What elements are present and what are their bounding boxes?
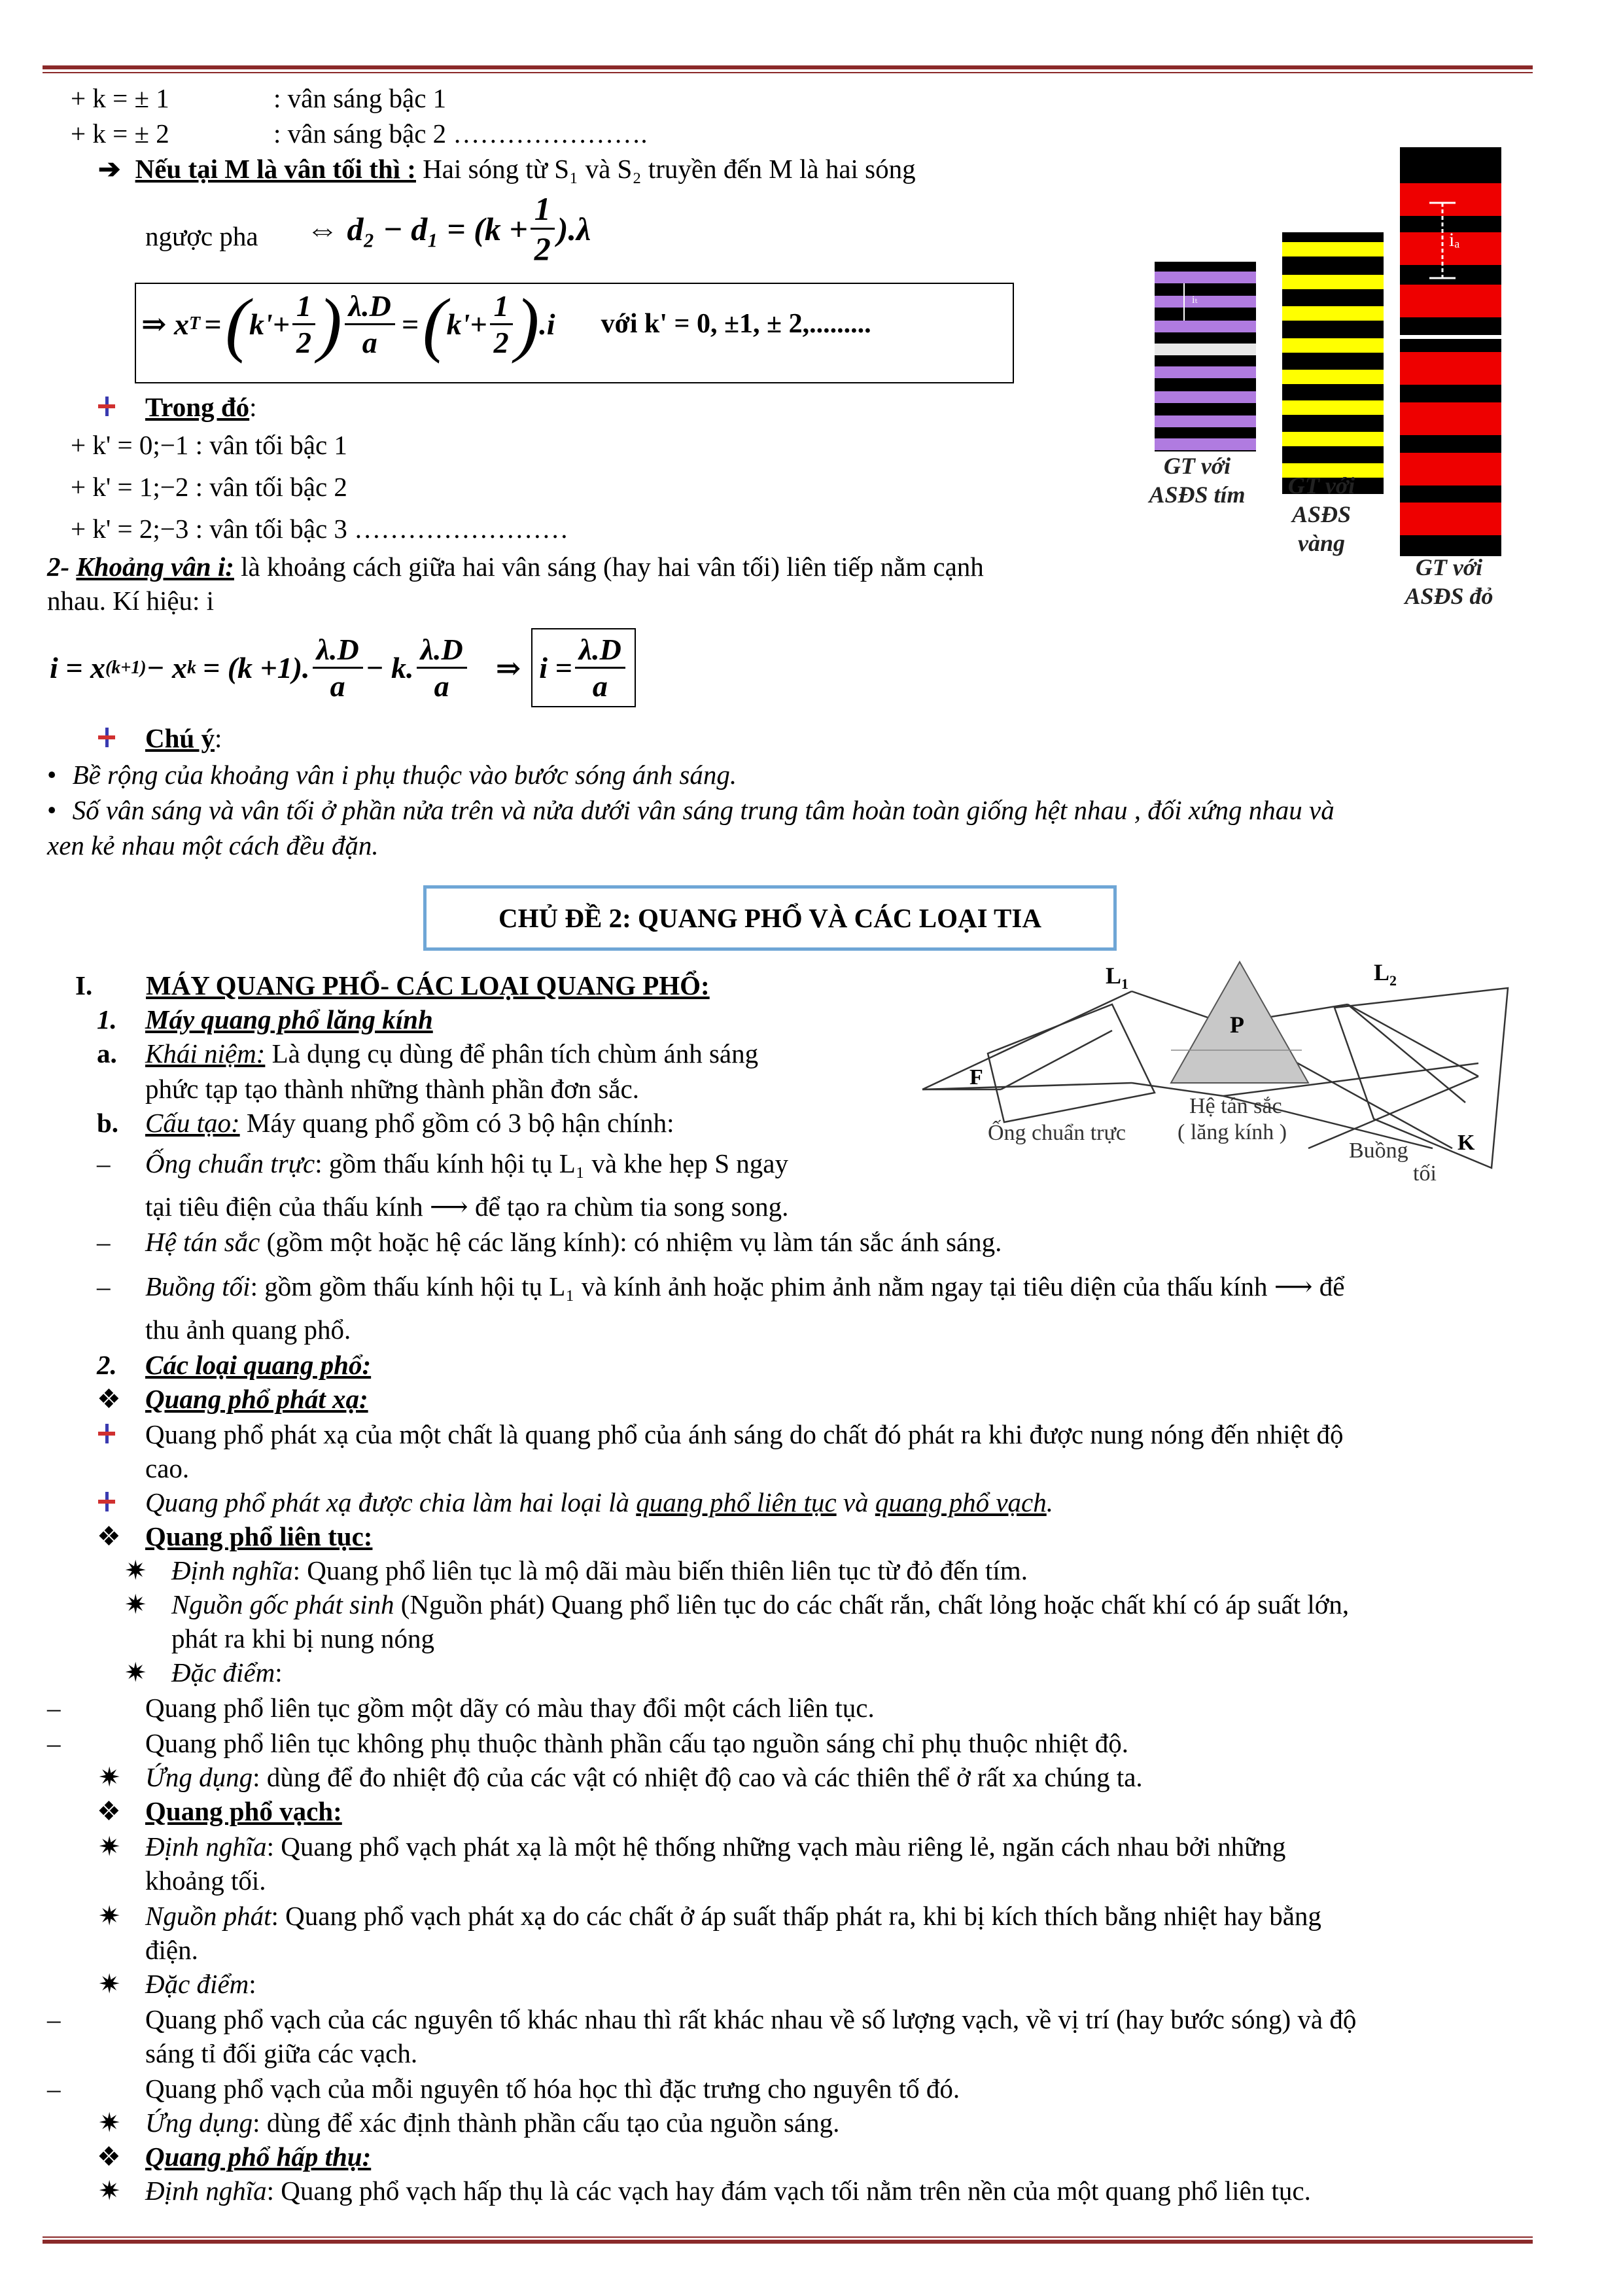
line-features [98, 1967, 256, 2001]
note-text: Chú ý [145, 723, 215, 753]
i-eq-minus-k: − k. [365, 651, 414, 684]
star-bullet-icon: ✷ [98, 1901, 121, 1931]
split-b: quang phổ liên tục [636, 1487, 837, 1517]
concept-line-2: phức tạp tạo thành những thành phần đơn sắc. [145, 1074, 639, 1104]
c3-label: Buồng tối [145, 1271, 251, 1301]
cont-source-2: phát ra khi bị nung nóng [171, 1623, 434, 1653]
line-definition [98, 1829, 1286, 1863]
b-text: Máy quang phổ gồm có 3 bộ hận chính: [239, 1108, 674, 1138]
line-definition-2: khoảng tối. [145, 1865, 266, 1896]
diamond-bullet-icon: ❖ [97, 1796, 121, 1826]
a-2: a [330, 669, 345, 703]
path-difference-eq [306, 190, 591, 268]
c1-label: Ống chuẩn trực [145, 1148, 315, 1178]
c3-text: : gồm gồm thấu kính hội tụ L₁ và kính ảnh hoặc phim ảnh nằm ngay tại tiêu diện của thấu kính ⟶ để [250, 1271, 1345, 1301]
half-num-2: 1 [490, 289, 513, 325]
diamond-bullet-icon: ❖ [97, 1384, 121, 1414]
i-eq-mid: − x [146, 651, 187, 684]
cont-application [98, 1760, 1143, 1794]
roman-numeral: I. [75, 970, 93, 1000]
cont-def: : Quang phổ liên tục là mộ dãi màu biến thiên liên tục từ đỏ đến tím. [292, 1555, 1028, 1585]
dark-position-eq: ⇒ x T = ( k'+ $\frac{1}{2}$ ) $\frac{\lambda.D}{a}$ = ( k'+ $\frac{1}{2}$ ) .i với k' = 0, ±1, ± 2,......... [141, 284, 871, 364]
k1-rhs: : vân sáng bậc 1 [273, 83, 447, 113]
half-den: 2 [534, 230, 551, 267]
lambda-d-2: λ.D [313, 632, 363, 669]
xt-k2: k'+ [446, 307, 487, 341]
line-f1: Quang phổ vạch của các nguyên tố khác nhau thì rất khác nhau về số lượng vạch, về vị trí (hay bước sóng) và độ [145, 2004, 1357, 2034]
spacing-text: là khoảng cách giữa hai vân sáng (hay hai vân tối) liên tiếp nằm cạnh [234, 552, 984, 582]
cont-feat-label: Đặc điểm [171, 1657, 275, 1687]
bright-k1 [71, 81, 447, 115]
line-feat-label: Đặc điểm [145, 1969, 249, 1999]
spacing-title: Khoảng vân i: [76, 552, 234, 582]
xt-k1: k'+ [249, 307, 290, 341]
line-title: Quang phổ vạch: [145, 1796, 342, 1826]
cont-app: : dùng để đo nhiệt độ của các vật có nhiệt độ cao và các thiên thể ở rất xa chúng ta. [253, 1762, 1143, 1792]
prism-label-F: F [969, 1065, 983, 1089]
abs-title: Quang phổ hấp thụ: [145, 2142, 372, 2172]
xt-lambda-frac [345, 289, 395, 360]
dark-k3: + k' = 2;−3 : vân tối bậc 3 …………………… [71, 514, 569, 544]
fringe-spacing-def-2: nhau. Kí hiệu: i [47, 586, 215, 616]
i-eq-frac-2 [417, 632, 467, 703]
xt-condition: với k' = 0, ±1, ± 2,......... [601, 309, 871, 339]
cont-src: (Nguồn phát) Quang phổ liên tục do các chất rắn, chất lỏng hoặc chất khí có áp suất lớn, [394, 1589, 1350, 1619]
fringe-spacing-eq [50, 628, 636, 707]
star-bullet-icon: ✷ [124, 1589, 147, 1619]
i-eq-sub: (k+1) [105, 657, 147, 678]
cont-features [124, 1655, 283, 1689]
structure-line [97, 1106, 674, 1140]
where-colon: : [249, 392, 257, 422]
camera-caption: Buồng [1349, 1139, 1408, 1163]
cont-source [124, 1587, 1350, 1621]
violet-spacing-label: iₜ [1192, 294, 1198, 306]
line-feature-1b: sáng tỉ đối giữa các vạch. [145, 2038, 418, 2068]
star-bullet-icon: ✷ [98, 1969, 121, 1999]
note-colon: : [214, 723, 222, 753]
flag-bullet-icon [98, 1492, 115, 1511]
dash-bullet: – [47, 2004, 61, 2034]
diamond-bullet-icon: ❖ [97, 2142, 121, 2172]
line-def: : Quang phổ vạch phát xạ là một hệ thống những vạch màu riêng lẻ, ngăn cách nhau bởi những [266, 1831, 1286, 1862]
cont-feature-2 [47, 1726, 1129, 1760]
b-num: b. [97, 1108, 119, 1138]
dash-bullet: – [47, 1728, 61, 1758]
s1-title: Máy quang phổ lăng kính [145, 1004, 433, 1034]
flag-bullet-icon [98, 728, 115, 747]
xt-half-1 [292, 289, 315, 360]
half-den-2: 2 [493, 325, 509, 359]
line-spectrum-heading [97, 1794, 342, 1828]
absorption-heading [97, 2140, 372, 2174]
line-app-label: Ứng dụng [145, 2108, 253, 2138]
where-text: Trong đó [145, 392, 250, 422]
b-title: Cấu tạo: [145, 1108, 240, 1138]
dash-bullet: – [47, 2074, 61, 2104]
subsection-1 [97, 1002, 433, 1036]
prism-label-K: K [1457, 1131, 1475, 1155]
dot-bullet-icon: • [47, 760, 57, 790]
half-num: 1 [531, 190, 555, 230]
bright-k2 [71, 116, 648, 150]
line-app: : dùng để xác định thành phần cấu tạo của nguồn sáng. [253, 2108, 840, 2138]
c2-text: (gồm một hoặc hệ các lăng kính): có nhiệm vụ làm tán sắc ánh sáng. [260, 1227, 1002, 1257]
abs-def-label: Định nghĩa [145, 2176, 267, 2206]
half-den-1: 2 [296, 325, 312, 359]
a-1: a [362, 325, 377, 359]
subsection-2 [97, 1348, 372, 1382]
note-item-2b: xen kẻ nhau một cách đều đặn. [47, 830, 379, 860]
line-feature-1 [47, 2002, 1357, 2036]
i-eq-arrow: ⇒ [495, 651, 521, 685]
bottom-rule [43, 2236, 1533, 2238]
s2-num: 2. [97, 1350, 117, 1380]
emission-text: Quang phổ phát xạ của một chất là quang phổ của ánh sáng do chất đó phát ra khi được nung nóng đến nhiệt độ [145, 1419, 1344, 1449]
dark-k2: + k' = 1;−2 : vân tối bậc 2 [71, 472, 347, 502]
eq-d-lhs: ⇔ d₂ − d₁ = (k + [306, 210, 528, 247]
prism-label-P: P [1230, 1012, 1244, 1038]
top-rule-thin [43, 72, 1533, 73]
xt-half-2 [490, 289, 513, 360]
cont-def-label: Định nghĩa [171, 1555, 293, 1585]
a-3: a [434, 669, 449, 703]
split-d: quang phổ vạch [875, 1487, 1047, 1517]
l1-sub: 1 [1121, 976, 1129, 993]
collimator-line [97, 1146, 788, 1180]
split-c: và [836, 1487, 875, 1517]
violet-caption: GT với ASĐS tím [1149, 453, 1246, 508]
camera-caption-2: tối [1413, 1161, 1437, 1186]
dark-k1: + k' = 0;−1 : vân tối bậc 1 [71, 430, 347, 460]
cont-app-label: Ứng dụng [145, 1762, 253, 1792]
i-eq-kp1: = (k +1). [202, 651, 310, 684]
line-def-label: Định nghĩa [145, 1831, 267, 1862]
dark-heading: Nếu tại M là vân tối thì : [135, 154, 416, 184]
disperser-caption-2: ( lăng kính ) [1178, 1120, 1287, 1144]
line-src-label: Nguồn phát [145, 1901, 271, 1931]
note-1-text: Bề rộng của khoảng vân i phụ thuộc vào bước sóng ánh sáng. [72, 760, 737, 790]
star-bullet-icon: ✷ [124, 1555, 147, 1585]
line-feature-2 [47, 2072, 960, 2106]
i-eq-lhs: i = x [50, 651, 105, 684]
line-application [98, 2106, 840, 2140]
star-bullet-icon: ✷ [98, 2108, 121, 2138]
dash-bullet: – [97, 1148, 111, 1178]
cont-f1: Quang phổ liên tục gồm một dãy có màu thay đổi một cách liên tục. [145, 1693, 875, 1723]
a-title: Khái niệm: [145, 1038, 266, 1069]
i-eq-frac-3 [575, 632, 625, 703]
dash-bullet: – [97, 1271, 111, 1301]
prism-label-L2 [1374, 959, 1397, 989]
red-spacing-label: iₐ [1449, 229, 1460, 251]
c1-text: : gồm thấu kính hội tụ L₁ và khe hẹp S ngay [315, 1148, 788, 1178]
where-heading [145, 390, 257, 424]
l2-letter: L [1374, 959, 1390, 985]
emission-heading [97, 1382, 368, 1416]
flag-bullet-icon [98, 1424, 115, 1443]
red-fringes [1400, 147, 1501, 556]
cont-src-label: Nguồn gốc phát sinh [171, 1589, 394, 1619]
emission-text-2: cao. [145, 1453, 190, 1483]
spacing-num: 2- [47, 552, 70, 582]
line-f2: Quang phổ vạch của mỗi nguyên tố hóa học thì đặc trưng cho nguyên tố đó. [145, 2074, 960, 2104]
cont-feat-colon: : [275, 1657, 283, 1687]
collimator-tube [988, 1004, 1155, 1122]
fringe-spacing-def [47, 550, 984, 584]
anti-phase-label: ngược pha [145, 221, 258, 251]
collimator-caption: Ống chuẩn trực [988, 1121, 1126, 1145]
split-a: Quang phổ phát xạ được chia làm hai loại là [145, 1487, 637, 1517]
xt-sub: T [189, 313, 201, 334]
i-eq-box-lhs: i = [539, 651, 572, 684]
star-bullet-icon: ✷ [98, 2176, 121, 2206]
dash-bullet: – [97, 1227, 111, 1257]
emit-title: Quang phổ phát xạ: [145, 1384, 368, 1414]
lambda-d-3: λ.D [417, 632, 467, 669]
i-eq-frac-1 [313, 632, 363, 703]
dash-bullet: – [47, 1693, 61, 1723]
k1-lhs: + k = ± 1 [71, 83, 169, 113]
camera-line-2: thu ảnh quang phổ. [145, 1315, 351, 1345]
lambda-d-4: λ.D [575, 632, 625, 669]
section-I-title: MÁY QUANG PHỔ- CÁC LOẠI QUANG PHỔ: [146, 970, 710, 1000]
flag-bullet-icon [98, 397, 115, 416]
a-4: a [592, 669, 608, 703]
cont-f2: Quang phổ liên tục không phụ thuộc thành phần cấu tạo nguồn sáng chỉ phụ thuộc nhiệt độ. [145, 1728, 1129, 1758]
dark-condition [98, 152, 916, 186]
i-eq-sub2: k [186, 657, 196, 678]
bottom-rule-thick [43, 2240, 1533, 2244]
note-item-1 [47, 758, 737, 792]
split-e: . [1046, 1487, 1053, 1517]
line-feat-colon: : [249, 1969, 256, 1999]
collimator-line-2: tại tiêu điện của thấu kính ⟶ để tạo ra chùm tia song song. [145, 1192, 789, 1222]
disperser-caption: Hệ tán sắc [1189, 1094, 1282, 1118]
abs-def: : Quang phổ vạch hấp thụ là các vạch hay đám vạch tối nằm trên nền của một quang phổ liên tục. [266, 2176, 1311, 2206]
s2-title: Các loại quang phổ: [145, 1350, 372, 1380]
disperser-line [97, 1225, 1002, 1259]
arrow-icon: ➔ [98, 154, 121, 184]
continuous-heading [97, 1519, 373, 1553]
dark-text: Hai sóng từ S₁ và S₂ truyền đến M là hai sóng [415, 154, 916, 184]
star-bullet-icon: ✷ [98, 1831, 121, 1862]
dot-bullet-icon: • [47, 795, 57, 825]
a-num: a. [97, 1038, 117, 1069]
note-item-2 [47, 793, 1335, 827]
camera-line [97, 1269, 1345, 1303]
c2-label: Hệ tán sắc [145, 1227, 260, 1257]
section-I-heading [75, 968, 710, 1002]
half-num-1: 1 [292, 289, 315, 325]
k2-rhs: : vân sáng bậc 2 …………………. [273, 118, 648, 149]
line-src: : Quang phổ vạch phát xạ do các chất ở áp suất thấp phát ra, khi bị kích thích bằng nhiệt hay bằng [271, 1901, 1321, 1931]
a-text: Là dụng cụ dùng để phân tích chùm ánh sáng [265, 1038, 759, 1069]
prism-label-L1 [1106, 962, 1128, 993]
red-caption: GT với ASĐS đỏ [1405, 554, 1493, 609]
lambda-d-1: λ.D [345, 289, 395, 325]
emission-split [145, 1485, 1053, 1519]
star-bullet-icon: ✷ [124, 1657, 147, 1687]
l2-sub: 2 [1389, 972, 1397, 989]
cont-feature-1 [47, 1691, 875, 1725]
cont-definition [124, 1553, 1028, 1587]
eq-d-tail: ).λ [557, 210, 591, 247]
xt-i: .i [539, 307, 555, 341]
prism-spectroscope-diagram [916, 952, 1544, 1201]
k2-lhs: + k = ± 2 [71, 118, 169, 149]
yellow-caption: GT với ASĐS vàng [1287, 472, 1355, 556]
violet-fringes [1155, 262, 1256, 451]
concept-line [97, 1036, 759, 1070]
line-source [98, 1899, 1321, 1933]
note-heading [145, 721, 222, 755]
star-bullet-icon: ✷ [98, 1762, 121, 1792]
cont-title: Quang phổ liên tục: [145, 1521, 373, 1551]
l1-letter: L [1106, 963, 1122, 989]
topic-2-title: CHỦ ĐỀ 2: QUANG PHỔ VÀ CÁC LOẠI TIA [423, 885, 1117, 951]
s1-num: 1. [97, 1004, 117, 1034]
note-2-text: Số vân sáng và vân tối ở phần nửa trên và nửa dưới vân sáng trung tâm hoàn toàn giống hệt nhau , đối xứng nhau và [72, 795, 1335, 825]
xt-lhs: ⇒ x [141, 308, 190, 341]
eq-half [531, 190, 555, 268]
line-source-2: điện. [145, 1935, 198, 1965]
absorption-definition [98, 2174, 1311, 2208]
yellow-fringes [1282, 232, 1384, 494]
top-rule [43, 65, 1533, 69]
diamond-bullet-icon: ❖ [97, 1521, 121, 1551]
i-eq-boxed [531, 628, 636, 707]
